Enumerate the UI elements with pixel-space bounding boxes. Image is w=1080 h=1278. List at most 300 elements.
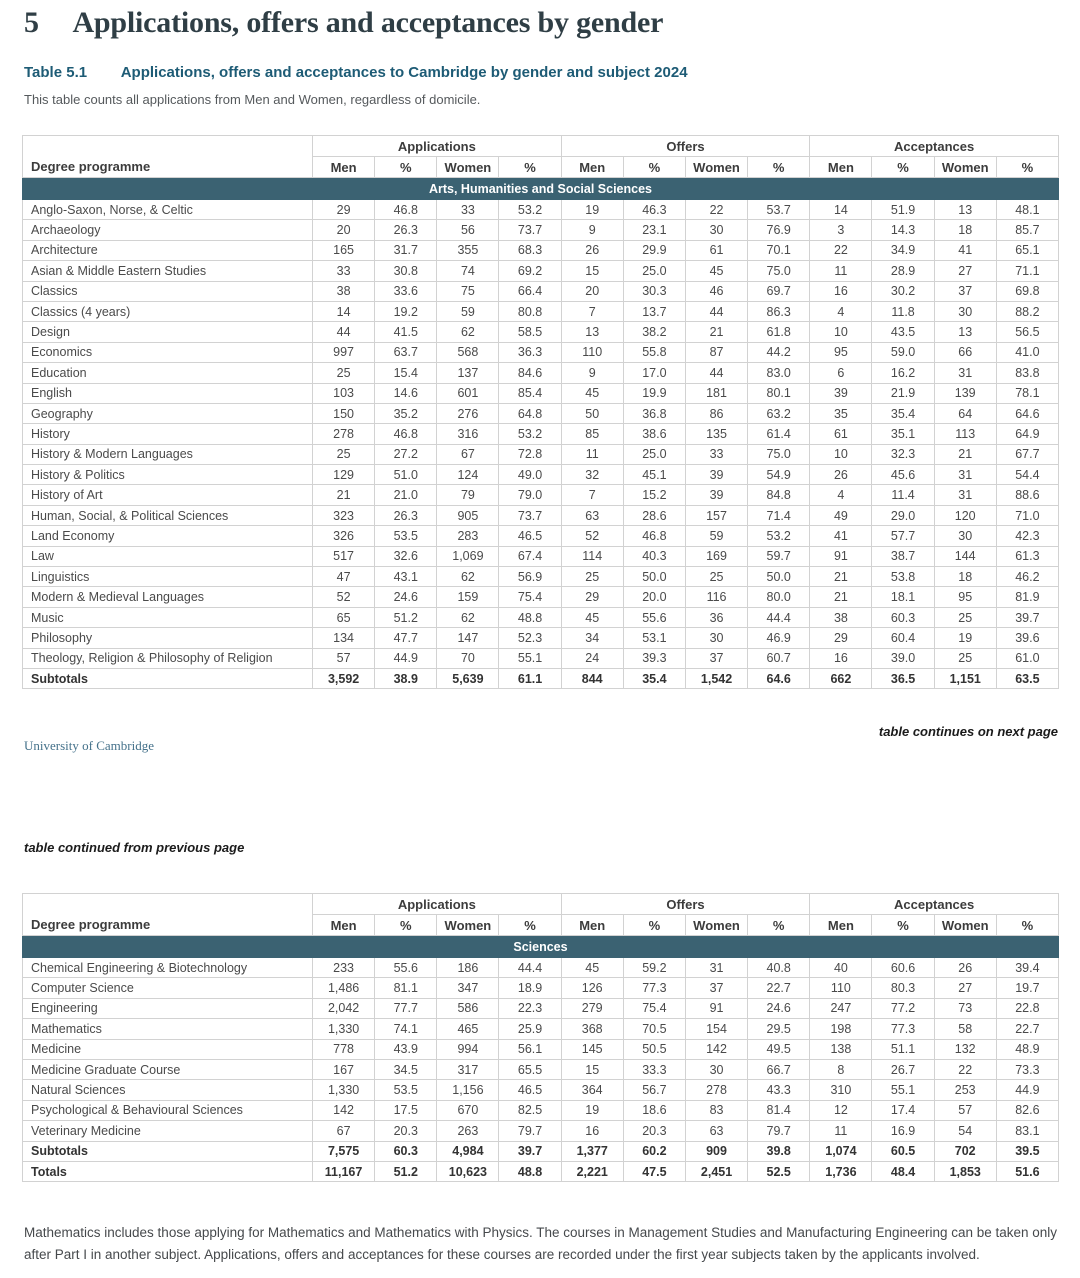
value-cell: 38 — [810, 607, 872, 627]
value-cell: 44.2 — [748, 342, 810, 362]
value-cell: 25.9 — [499, 1019, 561, 1039]
value-cell: 18.9 — [499, 978, 561, 998]
value-cell: 22 — [685, 200, 747, 220]
table-row — [23, 240, 1059, 260]
value-cell: 80.0 — [748, 587, 810, 607]
value-cell: 67 — [437, 444, 499, 464]
value-cell: 55.1 — [499, 648, 561, 668]
value-cell: 278 — [685, 1080, 747, 1100]
value-cell: 2,451 — [685, 1161, 747, 1181]
value-cell: 40.3 — [623, 546, 685, 566]
degree-programme-cell: History of Art — [23, 485, 313, 505]
table-row — [23, 383, 1059, 403]
table-subtitle: This table counts all applications from Men and Women, regardless of domicile. — [24, 92, 481, 107]
table-row — [23, 998, 1059, 1018]
degree-programme-header: Degree programme — [23, 894, 313, 936]
degree-programme-cell: Music — [23, 607, 313, 627]
table-row — [23, 322, 1059, 342]
value-cell: 53.5 — [375, 526, 437, 546]
table-row — [23, 200, 1059, 220]
value-cell: 61.8 — [748, 322, 810, 342]
value-cell: 55.8 — [623, 342, 685, 362]
value-cell: 31 — [934, 465, 996, 485]
col-header-men: Men — [810, 915, 872, 936]
value-cell: 80.3 — [872, 978, 934, 998]
table-row — [23, 546, 1059, 566]
value-cell: 31 — [685, 958, 747, 978]
degree-programme-cell: Geography — [23, 403, 313, 423]
value-cell: 134 — [313, 628, 375, 648]
value-cell: 5,639 — [437, 668, 499, 688]
value-cell: 167 — [313, 1059, 375, 1079]
value-cell: 1,156 — [437, 1080, 499, 1100]
degree-programme-cell: Anglo-Saxon, Norse, & Celtic — [23, 200, 313, 220]
value-cell: 56.5 — [996, 322, 1058, 342]
degree-programme-cell: Modern & Medieval Languages — [23, 587, 313, 607]
value-cell: 30 — [934, 301, 996, 321]
value-cell: 39 — [685, 485, 747, 505]
value-cell: 15 — [561, 261, 623, 281]
value-cell: 52.3 — [499, 628, 561, 648]
col-header-pct: % — [623, 157, 685, 178]
value-cell: 35.4 — [623, 668, 685, 688]
value-cell: 21 — [810, 567, 872, 587]
degree-programme-cell: Medicine Graduate Course — [23, 1059, 313, 1079]
value-cell: 26.7 — [872, 1059, 934, 1079]
value-cell: 21.9 — [872, 383, 934, 403]
value-cell: 316 — [437, 424, 499, 444]
value-cell: 53.1 — [623, 628, 685, 648]
value-cell: 909 — [685, 1141, 747, 1161]
value-cell: 60.2 — [623, 1141, 685, 1161]
value-cell: 278 — [313, 424, 375, 444]
value-cell: 56 — [437, 220, 499, 240]
value-cell: 46.3 — [623, 200, 685, 220]
value-cell: 22 — [934, 1059, 996, 1079]
value-cell: 65.5 — [499, 1059, 561, 1079]
value-cell: 71.0 — [996, 505, 1058, 525]
value-cell: 17.4 — [872, 1100, 934, 1120]
value-cell: 24.6 — [748, 998, 810, 1018]
value-cell: 30 — [685, 1059, 747, 1079]
value-cell: 30 — [934, 526, 996, 546]
value-cell: 83.0 — [748, 363, 810, 383]
value-cell: 46.8 — [623, 526, 685, 546]
value-cell: 4 — [810, 485, 872, 505]
value-cell: 81.4 — [748, 1100, 810, 1120]
value-cell: 51.9 — [872, 200, 934, 220]
value-cell: 10 — [810, 322, 872, 342]
value-cell: 27 — [934, 978, 996, 998]
table-row — [23, 363, 1059, 383]
value-cell: 26 — [934, 958, 996, 978]
value-cell: 27.2 — [375, 444, 437, 464]
degree-programme-cell: Architecture — [23, 240, 313, 260]
table-row — [23, 526, 1059, 546]
value-cell: 154 — [685, 1019, 747, 1039]
value-cell: 64.6 — [996, 403, 1058, 423]
degree-programme-cell: History — [23, 424, 313, 444]
value-cell: 14.6 — [375, 383, 437, 403]
value-cell: 71.4 — [748, 505, 810, 525]
value-cell: 317 — [437, 1059, 499, 1079]
value-cell: 323 — [313, 505, 375, 525]
value-cell: 32 — [561, 465, 623, 485]
table-row — [23, 607, 1059, 627]
value-cell: 145 — [561, 1039, 623, 1059]
value-cell: 70.5 — [623, 1019, 685, 1039]
value-cell: 43.9 — [375, 1039, 437, 1059]
value-cell: 79 — [437, 485, 499, 505]
table-row — [23, 628, 1059, 648]
value-cell: 147 — [437, 628, 499, 648]
value-cell: 2,221 — [561, 1161, 623, 1181]
sciences-table-body — [23, 958, 1059, 1182]
value-cell: 36.3 — [499, 342, 561, 362]
degree-programme-cell: Veterinary Medicine — [23, 1121, 313, 1141]
table-row — [23, 301, 1059, 321]
value-cell: 39.3 — [623, 648, 685, 668]
value-cell: 186 — [437, 958, 499, 978]
table-sciences — [22, 893, 1059, 1182]
value-cell: 110 — [561, 342, 623, 362]
value-cell: 39.8 — [748, 1141, 810, 1161]
value-cell: 39.5 — [996, 1141, 1058, 1161]
value-cell: 72.8 — [499, 444, 561, 464]
col-header-men: Men — [313, 915, 375, 936]
value-cell: 25 — [934, 648, 996, 668]
offers-group-header: Offers — [561, 894, 810, 915]
value-cell: 19 — [561, 1100, 623, 1120]
col-header-men: Men — [561, 157, 623, 178]
value-cell: 66.4 — [499, 281, 561, 301]
value-cell: 45 — [561, 958, 623, 978]
value-cell: 3 — [810, 220, 872, 240]
value-cell: 24 — [561, 648, 623, 668]
value-cell: 39.7 — [499, 1141, 561, 1161]
col-header-women: Women — [437, 157, 499, 178]
value-cell: 55.6 — [375, 958, 437, 978]
value-cell: 35 — [810, 403, 872, 423]
value-cell: 3,592 — [313, 668, 375, 688]
value-cell: 57.7 — [872, 526, 934, 546]
arts-table-body — [23, 200, 1059, 689]
value-cell: 42.3 — [996, 526, 1058, 546]
value-cell: 18.6 — [623, 1100, 685, 1120]
value-cell: 34.5 — [375, 1059, 437, 1079]
value-cell: 1,151 — [934, 668, 996, 688]
value-cell: 43.1 — [375, 567, 437, 587]
value-cell: 25 — [934, 607, 996, 627]
value-cell: 81.9 — [996, 587, 1058, 607]
degree-programme-cell: Theology, Religion & Philosophy of Religion — [23, 648, 313, 668]
value-cell: 61.1 — [499, 668, 561, 688]
value-cell: 17.0 — [623, 363, 685, 383]
value-cell: 19.2 — [375, 301, 437, 321]
value-cell: 51.6 — [996, 1161, 1058, 1181]
value-cell: 53.5 — [375, 1080, 437, 1100]
acceptances-group-header: Acceptances — [810, 136, 1059, 157]
table-row — [23, 444, 1059, 464]
value-cell: 19 — [561, 200, 623, 220]
value-cell: 48.9 — [996, 1039, 1058, 1059]
table-row — [23, 567, 1059, 587]
value-cell: 41 — [810, 526, 872, 546]
degree-programme-cell: Law — [23, 546, 313, 566]
value-cell: 16 — [810, 281, 872, 301]
value-cell: 85 — [561, 424, 623, 444]
value-cell: 15.4 — [375, 363, 437, 383]
value-cell: 46 — [685, 281, 747, 301]
value-cell: 62 — [437, 567, 499, 587]
value-cell: 77.2 — [872, 998, 934, 1018]
table-row — [23, 1141, 1059, 1161]
value-cell: 58 — [934, 1019, 996, 1039]
value-cell: 347 — [437, 978, 499, 998]
value-cell: 34 — [561, 628, 623, 648]
value-cell: 46.8 — [375, 424, 437, 444]
value-cell: 46.5 — [499, 1080, 561, 1100]
col-header-pct: % — [375, 157, 437, 178]
table-row — [23, 1059, 1059, 1079]
table-row — [23, 1121, 1059, 1141]
value-cell: 19.9 — [623, 383, 685, 403]
value-cell: 73.7 — [499, 505, 561, 525]
value-cell: 37 — [685, 978, 747, 998]
value-cell: 61 — [810, 424, 872, 444]
value-cell: 1,330 — [313, 1080, 375, 1100]
value-cell: 48.8 — [499, 607, 561, 627]
value-cell: 113 — [934, 424, 996, 444]
value-cell: 49 — [810, 505, 872, 525]
value-cell: 36.5 — [872, 668, 934, 688]
value-cell: 69.8 — [996, 281, 1058, 301]
value-cell: 14 — [313, 301, 375, 321]
value-cell: 22.7 — [996, 1019, 1058, 1039]
degree-programme-cell: Natural Sciences — [23, 1080, 313, 1100]
value-cell: 44.4 — [499, 958, 561, 978]
value-cell: 71.1 — [996, 261, 1058, 281]
table-caption-label: Table 5.1 — [24, 64, 88, 81]
value-cell: 517 — [313, 546, 375, 566]
value-cell: 137 — [437, 363, 499, 383]
value-cell: 16.9 — [872, 1121, 934, 1141]
value-cell: 67 — [313, 1121, 375, 1141]
value-cell: 49.0 — [499, 465, 561, 485]
value-cell: 47.5 — [623, 1161, 685, 1181]
value-cell: 34.9 — [872, 240, 934, 260]
value-cell: 568 — [437, 342, 499, 362]
value-cell: 21 — [313, 485, 375, 505]
value-cell: 25.0 — [623, 261, 685, 281]
table-row — [23, 978, 1059, 998]
value-cell: 39.0 — [872, 648, 934, 668]
degree-programme-cell: Computer Science — [23, 978, 313, 998]
value-cell: 73 — [934, 998, 996, 1018]
value-cell: 103 — [313, 383, 375, 403]
table-continued-note: table continued from previous page — [24, 840, 245, 855]
value-cell: 91 — [685, 998, 747, 1018]
value-cell: 10 — [810, 444, 872, 464]
value-cell: 38.9 — [375, 668, 437, 688]
value-cell: 74.1 — [375, 1019, 437, 1039]
value-cell: 11 — [561, 444, 623, 464]
value-cell: 35.4 — [872, 403, 934, 423]
degree-programme-cell: Mathematics — [23, 1019, 313, 1039]
value-cell: 586 — [437, 998, 499, 1018]
value-cell: 19 — [934, 628, 996, 648]
value-cell: 1,853 — [934, 1161, 996, 1181]
value-cell: 48.4 — [872, 1161, 934, 1181]
value-cell: 50 — [561, 403, 623, 423]
value-cell: 21 — [685, 322, 747, 342]
col-header-men: Men — [561, 915, 623, 936]
value-cell: 20.0 — [623, 587, 685, 607]
value-cell: 65 — [313, 607, 375, 627]
value-cell: 20 — [313, 220, 375, 240]
value-cell: 601 — [437, 383, 499, 403]
value-cell: 46.2 — [996, 567, 1058, 587]
value-cell: 16 — [561, 1121, 623, 1141]
value-cell: 52.5 — [748, 1161, 810, 1181]
table-row — [23, 1019, 1059, 1039]
value-cell: 169 — [685, 546, 747, 566]
value-cell: 21.0 — [375, 485, 437, 505]
table-row — [23, 220, 1059, 240]
value-cell: 53.2 — [748, 526, 810, 546]
value-cell: 63.7 — [375, 342, 437, 362]
value-cell: 58.5 — [499, 322, 561, 342]
value-cell: 44 — [313, 322, 375, 342]
value-cell: 76.9 — [748, 220, 810, 240]
value-cell: 64.8 — [499, 403, 561, 423]
value-cell: 60.4 — [872, 628, 934, 648]
value-cell: 45.6 — [872, 465, 934, 485]
value-cell: 364 — [561, 1080, 623, 1100]
value-cell: 20.3 — [375, 1121, 437, 1141]
degree-programme-cell: Philosophy — [23, 628, 313, 648]
table-row — [23, 1080, 1059, 1100]
value-cell: 11,167 — [313, 1161, 375, 1181]
degree-programme-cell: Medicine — [23, 1039, 313, 1059]
degree-programme-cell: Archaeology — [23, 220, 313, 240]
value-cell: 135 — [685, 424, 747, 444]
value-cell: 84.8 — [748, 485, 810, 505]
value-cell: 110 — [810, 978, 872, 998]
value-cell: 9 — [561, 220, 623, 240]
value-cell: 662 — [810, 668, 872, 688]
value-cell: 79.7 — [748, 1121, 810, 1141]
value-cell: 22.8 — [996, 998, 1058, 1018]
degree-programme-cell: Economics — [23, 342, 313, 362]
value-cell: 87 — [685, 342, 747, 362]
value-cell: 276 — [437, 403, 499, 423]
value-cell: 65.1 — [996, 240, 1058, 260]
value-cell: 283 — [437, 526, 499, 546]
value-cell: 16 — [810, 648, 872, 668]
value-cell: 11 — [810, 261, 872, 281]
col-header-women: Women — [437, 915, 499, 936]
group-header-row — [23, 136, 1059, 157]
value-cell: 23.1 — [623, 220, 685, 240]
value-cell: 165 — [313, 240, 375, 260]
value-cell: 181 — [685, 383, 747, 403]
value-cell: 62 — [437, 322, 499, 342]
value-cell: 75.4 — [623, 998, 685, 1018]
value-cell: 59 — [685, 526, 747, 546]
value-cell: 44.9 — [375, 648, 437, 668]
value-cell: 31 — [934, 363, 996, 383]
value-cell: 13.7 — [623, 301, 685, 321]
col-header-pct: % — [996, 157, 1058, 178]
value-cell: 63 — [685, 1121, 747, 1141]
value-cell: 75.0 — [748, 444, 810, 464]
value-cell: 38.6 — [623, 424, 685, 444]
degree-programme-cell: Subtotals — [23, 1141, 313, 1161]
value-cell: 670 — [437, 1100, 499, 1120]
degree-programme-cell: Linguistics — [23, 567, 313, 587]
value-cell: 18 — [934, 567, 996, 587]
value-cell: 50.0 — [623, 567, 685, 587]
value-cell: 38.2 — [623, 322, 685, 342]
value-cell: 159 — [437, 587, 499, 607]
value-cell: 38.7 — [872, 546, 934, 566]
value-cell: 28.9 — [872, 261, 934, 281]
value-cell: 82.5 — [499, 1100, 561, 1120]
value-cell: 54.4 — [996, 465, 1058, 485]
col-header-pct: % — [375, 915, 437, 936]
value-cell: 77.3 — [623, 978, 685, 998]
col-header-pct: % — [499, 915, 561, 936]
value-cell: 132 — [934, 1039, 996, 1059]
degree-programme-cell: History & Politics — [23, 465, 313, 485]
value-cell: 59 — [437, 301, 499, 321]
value-cell: 77.7 — [375, 998, 437, 1018]
value-cell: 39.6 — [996, 628, 1058, 648]
value-cell: 37 — [685, 648, 747, 668]
col-header-women: Women — [934, 915, 996, 936]
col-header-pct: % — [872, 915, 934, 936]
value-cell: 61.0 — [996, 648, 1058, 668]
value-cell: 57 — [313, 648, 375, 668]
value-cell: 1,486 — [313, 978, 375, 998]
value-cell: 73.7 — [499, 220, 561, 240]
value-cell: 64 — [934, 403, 996, 423]
table-row — [23, 958, 1059, 978]
col-header-pct: % — [996, 915, 1058, 936]
value-cell: 53.8 — [872, 567, 934, 587]
value-cell: 86.3 — [748, 301, 810, 321]
value-cell: 14 — [810, 200, 872, 220]
value-cell: 279 — [561, 998, 623, 1018]
value-cell: 86 — [685, 403, 747, 423]
value-cell: 60.5 — [872, 1141, 934, 1161]
value-cell: 114 — [561, 546, 623, 566]
value-cell: 53.2 — [499, 424, 561, 444]
group-header-row — [23, 894, 1059, 915]
value-cell: 40.8 — [748, 958, 810, 978]
value-cell: 33.6 — [375, 281, 437, 301]
value-cell: 57 — [934, 1100, 996, 1120]
value-cell: 30 — [685, 628, 747, 648]
value-cell: 95 — [810, 342, 872, 362]
degree-programme-cell: Asian & Middle Eastern Studies — [23, 261, 313, 281]
value-cell: 18 — [934, 220, 996, 240]
value-cell: 355 — [437, 240, 499, 260]
table-row — [23, 668, 1059, 688]
table-row — [23, 505, 1059, 525]
value-cell: 82.6 — [996, 1100, 1058, 1120]
